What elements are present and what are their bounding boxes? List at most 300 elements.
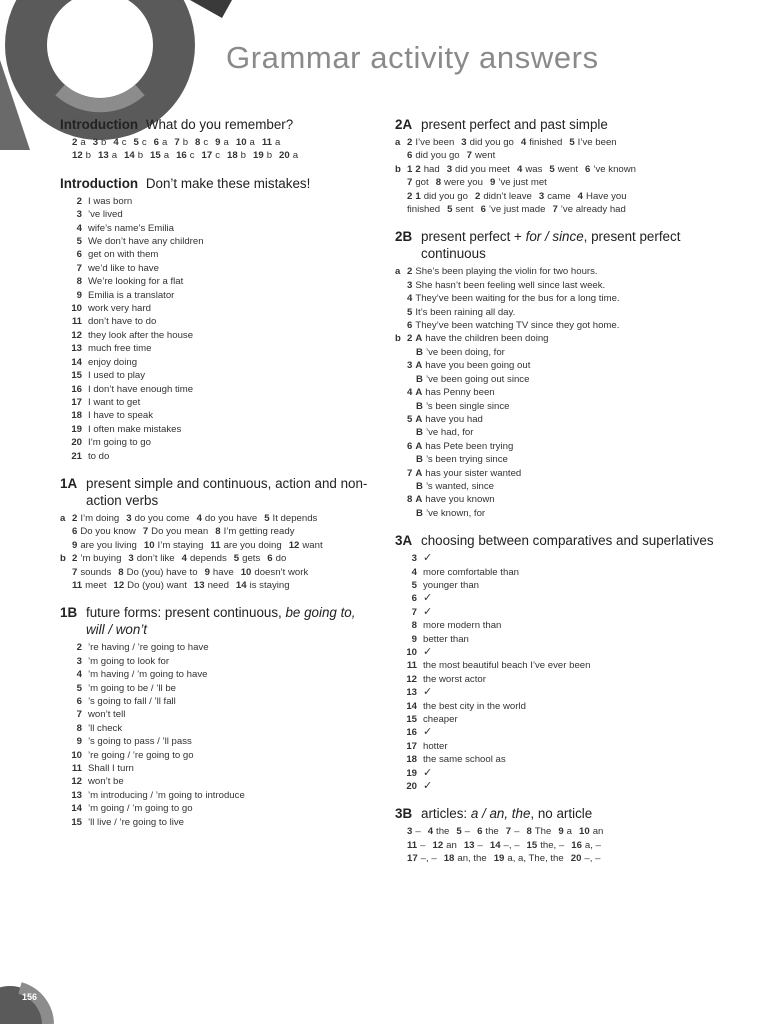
section-title-end: , no article	[530, 806, 593, 822]
answer-text: a	[566, 826, 573, 838]
answer-line-text	[407, 453, 715, 466]
answer-text: have you been going out	[425, 360, 531, 372]
speaker-a-label: A	[415, 467, 423, 479]
speaker-a-label: A	[415, 387, 423, 399]
answer-line	[60, 579, 375, 592]
answer-text: a	[292, 150, 299, 162]
answer-line	[395, 176, 715, 189]
answer-text: b	[101, 137, 107, 148]
answer-number: 4	[407, 387, 413, 399]
answer-text: an	[446, 839, 457, 851]
answer-item	[395, 726, 715, 739]
answer-text: have you known	[425, 494, 495, 506]
answer-number: 3	[407, 279, 413, 291]
answer-item	[60, 450, 375, 463]
answer-text: are you living	[80, 539, 137, 551]
part-label	[395, 190, 407, 203]
answer-text: finished	[407, 204, 441, 216]
answer-line-text	[407, 176, 715, 189]
answer-number: 9	[215, 137, 221, 148]
answer-number: 9	[72, 539, 78, 551]
answer-item	[395, 686, 715, 699]
answer-text: I’m going to go	[88, 437, 151, 449]
answer-line	[395, 163, 715, 176]
answer-number: 4	[577, 190, 584, 202]
check-icon: ✓	[423, 552, 433, 565]
part-label	[395, 176, 407, 189]
answer-text: I used to play	[88, 370, 146, 382]
answer-text: more comfortable than	[423, 566, 519, 578]
answer-text: ’ll live / ’re going to live	[88, 816, 184, 828]
answer-number: 11	[261, 137, 273, 148]
answer-line	[60, 552, 375, 565]
answer-text: ’ll check	[88, 722, 123, 734]
answer-item	[60, 222, 375, 235]
answer-line	[395, 400, 715, 413]
answer-number: 13	[193, 579, 205, 591]
section-title: present simple and continuous, action and non-action verbs	[86, 475, 368, 508]
answer-item	[395, 633, 715, 646]
answer-line-text	[407, 136, 715, 149]
answer-number: 13	[71, 789, 82, 801]
answer-number: 9	[489, 177, 496, 189]
answer-line-text	[407, 426, 715, 439]
section-code: 2B	[395, 229, 413, 245]
part-label	[395, 440, 407, 453]
answer-line	[395, 292, 715, 305]
answer-line-text	[407, 279, 715, 292]
answer-number: 2	[76, 642, 82, 654]
speaker-a-label: A	[415, 494, 423, 506]
answer-number: 6	[407, 440, 413, 452]
answer-number: 9	[204, 566, 210, 578]
answer-number: 2	[474, 190, 481, 202]
check-icon: ✓	[423, 766, 433, 779]
answer-number: 15	[526, 839, 538, 851]
answer-text: They’ve been waiting for the bus for a long time.	[415, 293, 620, 305]
answer-text: b	[182, 137, 189, 148]
answer-text: ’ve had, for	[425, 427, 474, 439]
answer-number: 20	[406, 781, 417, 793]
answer-text: did you meet	[455, 163, 510, 175]
check-icon: ✓	[423, 605, 433, 618]
answer-line	[60, 512, 375, 525]
answer-text: –, –	[584, 853, 601, 865]
answer-number: 10	[240, 566, 252, 578]
answer-number: 3	[126, 512, 132, 524]
speaker-b-label: B	[416, 400, 423, 412]
answer-text: Have you	[586, 190, 627, 202]
answer-text: the	[436, 826, 450, 838]
answer-line	[395, 453, 715, 466]
left-column	[60, 116, 375, 841]
answer-number: 3	[92, 137, 99, 148]
answer-text: She’s been playing the violin for two hours.	[415, 266, 598, 278]
answer-line	[60, 525, 375, 538]
speaker-a-label: A	[415, 413, 423, 425]
answer-item	[60, 735, 375, 748]
speaker-a-label: A	[415, 333, 423, 345]
section-title-italic: a / an, the	[470, 806, 531, 822]
answer-text: a	[249, 137, 255, 148]
section-title: Don’t make these mistakes!	[145, 175, 311, 191]
answer-number: 7	[407, 177, 413, 189]
answer-number: 4	[520, 137, 527, 148]
answer-line	[395, 507, 715, 520]
answer-lines	[60, 136, 375, 163]
answer-line-text	[407, 149, 715, 162]
answer-number: 8	[76, 276, 82, 288]
answer-number: 14	[235, 579, 247, 591]
answer-number: 12	[72, 150, 83, 162]
part-label	[395, 149, 407, 162]
section-title-italic: be going to, will / won’t	[86, 605, 356, 638]
answer-item	[60, 262, 375, 275]
answer-number: 10	[143, 539, 155, 551]
answer-text: b	[137, 150, 144, 162]
part-label	[60, 579, 72, 592]
page-title: Grammar activity answers	[226, 40, 599, 75]
part-label	[395, 453, 407, 466]
answer-number: 2	[407, 266, 413, 278]
answer-item	[60, 436, 375, 449]
answer-number: 5	[456, 826, 462, 838]
answer-text: is staying	[249, 579, 290, 591]
answer-number: 12	[288, 539, 300, 551]
speaker-b-label: B	[416, 454, 423, 466]
answer-item	[395, 579, 715, 592]
answer-line-text	[407, 467, 715, 480]
answer-number: 9	[558, 826, 564, 838]
answer-text: c	[141, 137, 147, 148]
answer-text: Shall I turn	[88, 763, 134, 775]
answer-text: ’m buying	[80, 553, 122, 565]
answer-number: 2	[407, 333, 413, 345]
answer-line-text	[407, 306, 715, 319]
answer-text: I have to speak	[88, 410, 154, 422]
answer-line-text	[407, 400, 715, 413]
answer-number: 9	[411, 633, 417, 645]
answer-number: 5	[447, 204, 453, 216]
answer-line-text	[407, 386, 715, 399]
answer-number: 5	[407, 413, 413, 425]
answer-text: work very hard	[88, 303, 151, 315]
answer-item	[395, 619, 715, 632]
answer-text: a	[163, 150, 170, 162]
section-code: 3B	[395, 806, 413, 822]
answer-number: 14	[71, 803, 82, 815]
answer-text: Do you know	[80, 526, 136, 538]
answer-number: 3	[411, 553, 417, 565]
section-code: 3A	[395, 533, 413, 549]
part-label	[395, 386, 407, 399]
answer-text: b	[240, 150, 247, 162]
answer-number: 3	[407, 826, 413, 838]
answer-text: ’s wanted, since	[425, 480, 495, 492]
answer-text: I don’t have enough time	[88, 383, 194, 395]
part-label: a	[60, 512, 66, 524]
answer-number: 13	[406, 687, 417, 699]
answer-line-text	[407, 203, 715, 216]
answer-text: They’ve been watching TV since they got home.	[415, 320, 620, 332]
answer-line-text	[407, 480, 715, 493]
part-label	[395, 319, 407, 332]
section-title: choosing between comparatives and superlatives	[421, 533, 714, 549]
answer-text: don’t have to do	[88, 316, 157, 328]
check-icon: ✓	[423, 726, 433, 739]
answer-text: the worst actor	[423, 673, 486, 685]
answer-text: a, –	[584, 839, 601, 851]
part-label	[395, 306, 407, 319]
answer-line-text	[407, 319, 715, 332]
answer-number: 7	[407, 467, 413, 479]
answer-number: 13	[98, 150, 109, 162]
answer-text: did you go	[415, 150, 460, 162]
answer-text: get on with them	[88, 249, 159, 261]
answer-number: 10	[235, 137, 247, 148]
answer-item	[60, 342, 375, 355]
answer-number: 4	[516, 163, 523, 175]
answer-number: 14	[489, 839, 501, 851]
answer-text: –, –	[503, 839, 520, 851]
answer-number: 4	[76, 222, 82, 234]
answer-number: 15	[150, 150, 161, 162]
answer-number: 12	[432, 839, 444, 851]
answer-number: 3	[128, 553, 134, 565]
answer-text: did you go	[423, 190, 468, 202]
check-icon: ✓	[423, 592, 433, 605]
answer-number: 5	[264, 512, 270, 524]
part-label	[395, 480, 407, 493]
answer-number: 7	[76, 262, 82, 274]
answer-text: The	[534, 826, 552, 838]
section-3b	[395, 805, 715, 865]
answer-number: 19	[253, 150, 264, 162]
answer-line	[395, 852, 715, 865]
section-intro-mistakes	[60, 175, 375, 463]
answer-text: were you	[444, 177, 483, 189]
answer-item	[395, 700, 715, 713]
answer-number: 3	[538, 190, 545, 202]
answer-number: 5	[569, 137, 575, 148]
answer-text: ’s been trying since	[425, 454, 508, 466]
answer-line-text	[72, 512, 375, 525]
answer-number: 18	[227, 150, 238, 162]
answer-number: 6	[477, 826, 483, 838]
answer-text: I’m doing	[80, 512, 120, 524]
answer-item	[60, 802, 375, 815]
answer-text: a	[111, 150, 118, 162]
section-code: 2A	[395, 117, 413, 132]
answer-number: 6	[153, 137, 159, 148]
answer-line	[395, 279, 715, 292]
answer-text: ’m having / ’m going to have	[88, 669, 208, 681]
answer-number: 8	[118, 566, 124, 578]
answer-text: depends	[189, 553, 227, 565]
answer-item	[60, 396, 375, 409]
answer-text: –	[464, 826, 471, 838]
answer-line	[395, 493, 715, 506]
speaker-b-label: B	[416, 346, 423, 358]
part-label	[60, 539, 72, 552]
answer-text: a	[162, 137, 168, 148]
answer-line-text	[407, 332, 715, 345]
answer-number: 7	[552, 204, 558, 216]
answer-text: have you had	[425, 413, 483, 425]
section-title: present perfect +	[421, 229, 526, 245]
answer-number: 3	[76, 655, 82, 667]
answer-line	[395, 346, 715, 359]
section-title: present perfect and past simple	[421, 117, 608, 132]
answer-number: 15	[71, 370, 82, 382]
answer-item	[60, 369, 375, 382]
answer-text: We’re looking for a flat	[88, 276, 184, 288]
answer-text: doesn’t work	[254, 566, 309, 578]
answer-line-text	[72, 552, 375, 565]
answer-line	[395, 386, 715, 399]
answer-text: ’ve lived	[88, 209, 123, 221]
answer-item	[395, 753, 715, 766]
answer-item	[395, 592, 715, 605]
answer-line	[395, 825, 715, 838]
answer-item	[60, 248, 375, 261]
answer-text: we’d like to have	[88, 262, 159, 274]
section-code: Introduction	[60, 175, 139, 191]
answer-line-text	[407, 493, 715, 506]
answer-text: Do (you) want	[127, 579, 187, 591]
answer-text: Emilia is a translator	[88, 289, 175, 301]
answer-list	[60, 641, 375, 829]
answer-item	[60, 708, 375, 721]
section-title: future forms: present continuous,	[86, 605, 286, 621]
speaker-a-label: A	[415, 360, 423, 372]
answer-item	[395, 552, 715, 565]
answer-number: 18	[443, 853, 455, 865]
answer-text: has your sister wanted	[425, 467, 522, 479]
answer-text: younger than	[423, 579, 480, 591]
answer-number: 2	[72, 553, 78, 565]
part-label	[395, 292, 407, 305]
answer-number: 6	[72, 526, 78, 538]
answer-text: don’t like	[136, 553, 175, 565]
answer-number: 12	[406, 673, 417, 685]
check-icon: ✓	[423, 686, 433, 699]
answer-number: 10	[71, 749, 82, 761]
answer-text: ’ve just made	[488, 204, 546, 216]
answer-text: much free time	[88, 343, 152, 355]
answer-text: –, –	[420, 853, 437, 865]
answer-number: 2	[407, 137, 413, 148]
answer-line	[395, 359, 715, 372]
answer-number: 7	[72, 566, 78, 578]
answer-number: 13	[463, 839, 475, 851]
answer-text: a	[223, 137, 229, 148]
answer-text: had	[423, 163, 440, 175]
answer-text: better than	[423, 633, 469, 645]
answer-item	[60, 235, 375, 248]
answer-number: 7	[466, 150, 472, 162]
answer-text: I’m staying	[157, 539, 204, 551]
answer-text: c	[203, 137, 209, 148]
answer-number: 11	[71, 316, 82, 328]
answer-number: 2	[415, 163, 421, 175]
answer-text: more modern than	[423, 620, 502, 632]
answer-text: a	[80, 137, 86, 148]
answer-text: ’ve been doing, for	[425, 346, 505, 358]
section-intro-remember	[60, 116, 375, 163]
answer-number: 20	[279, 150, 290, 162]
answer-number: 6	[407, 150, 413, 162]
speaker-b-label: B	[416, 507, 423, 519]
answer-text: c	[121, 137, 127, 148]
answer-line	[60, 566, 375, 579]
answer-text: ’m going to look for	[88, 655, 170, 667]
answer-text: won’t be	[88, 776, 124, 788]
section-code: 1A	[60, 475, 78, 491]
answer-text: I was born	[88, 195, 133, 207]
answer-text: has Penny been	[425, 387, 495, 399]
answer-text: Do (you) have to	[126, 566, 198, 578]
section-1b	[60, 604, 375, 829]
answer-number: 16	[406, 727, 417, 739]
answer-number: 19	[71, 423, 82, 435]
answer-text: c	[215, 150, 220, 162]
answer-number: 10	[71, 303, 82, 315]
answer-number: 8	[195, 137, 201, 148]
answer-line-text	[407, 265, 715, 278]
answer-line-text	[72, 149, 375, 162]
section-2a	[395, 116, 715, 216]
answer-number: 19	[493, 853, 505, 865]
answer-item	[395, 780, 715, 793]
part-label	[60, 525, 72, 538]
answer-number: 17	[201, 150, 213, 162]
answer-number: 12	[71, 776, 82, 788]
answer-number: 9	[76, 736, 82, 748]
answer-item	[395, 740, 715, 753]
answer-number: 5	[407, 306, 413, 318]
answer-item	[60, 275, 375, 288]
answer-text: the same school as	[423, 754, 506, 766]
answer-text: –	[415, 826, 421, 838]
answer-line	[395, 149, 715, 162]
answer-number: 19	[406, 767, 417, 779]
answer-text: ’s going to pass / ’ll pass	[88, 736, 192, 748]
answer-item	[60, 423, 375, 436]
answer-line-text	[72, 525, 375, 538]
answer-line	[395, 190, 715, 203]
answer-text: wife’s name’s Emilia	[88, 222, 175, 234]
right-column	[395, 116, 715, 878]
answer-number: 4	[113, 137, 119, 148]
answer-text: I’m getting ready	[223, 526, 295, 538]
answer-number: 16	[571, 839, 582, 851]
answer-item	[60, 409, 375, 422]
answer-line	[395, 332, 715, 345]
answer-text: the	[485, 826, 499, 838]
answer-text: a	[275, 137, 281, 148]
answer-item	[395, 659, 715, 672]
part-label	[395, 373, 407, 386]
answer-number: 1	[415, 190, 421, 202]
answer-part-a	[395, 265, 715, 332]
answer-text: finished	[529, 137, 563, 148]
section-2b	[395, 228, 715, 520]
answer-number: 8	[526, 826, 532, 838]
answer-number: 8	[411, 620, 417, 632]
answer-number: 15	[71, 816, 82, 828]
answer-number: 5	[233, 553, 240, 565]
